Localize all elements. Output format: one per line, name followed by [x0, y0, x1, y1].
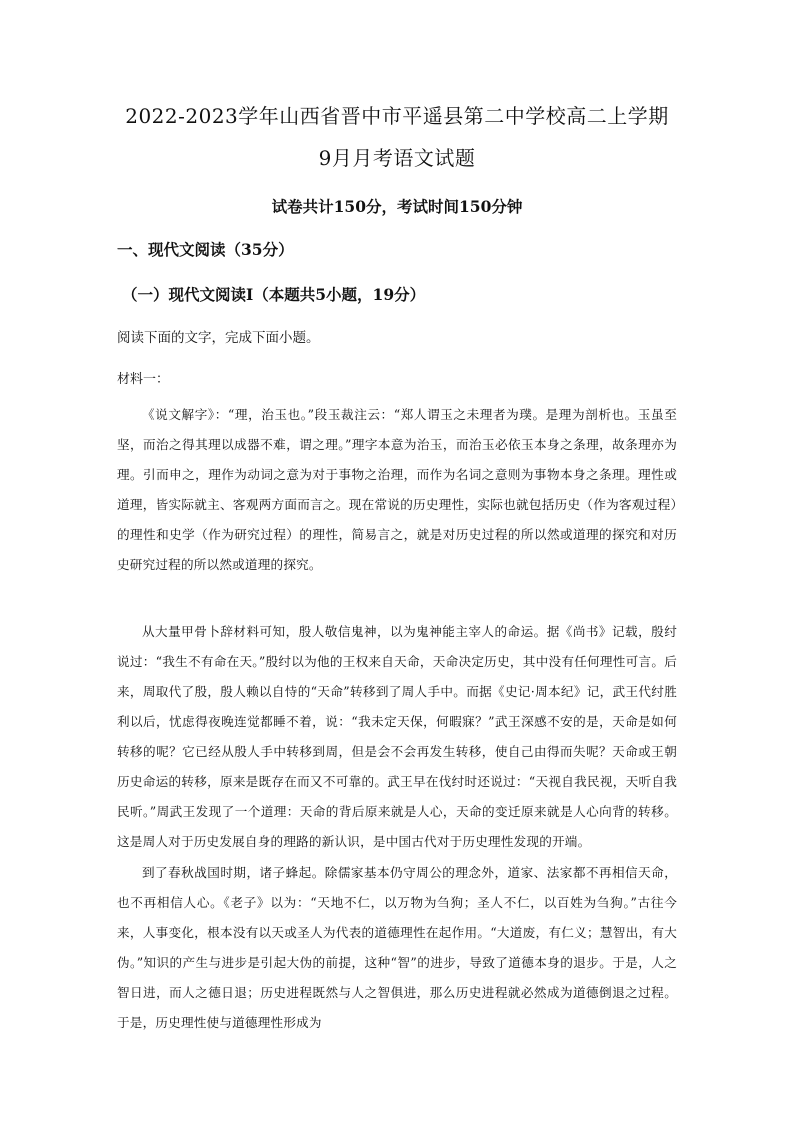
subsection-heading-reading-1: （一）现代文阅读Ⅰ（本题共5小题，19分） — [122, 285, 426, 304]
paragraph: 到了春秋战国时期，诸子蜂起。除儒家基本仍守周公的理念外，道家、法家都不再相信天命，也不再相信人心。《老子》以为：“天地不仁，以万物为刍狗；圣人不仁，以百姓为刍狗。”古往今来，人事变化，根本没有以天或圣人为代表的道德理性在起作用。“大道废，有仁义；慧智出，有大伪。”知识的产生与进步是引起大伪的前提，这种“智”的进步，导致了道德本身的退步。于是，人之智日进，而人之德日退；历史进程既然与人之智俱进，那么历史进程就必然成为道德倒退之过程。于是，历史理性使与道德理性形成为 — [117, 865, 677, 1030]
reading-instruction: 阅读下面的文字，完成下面小题。 — [117, 330, 320, 346]
exam-info: 试卷共计150分，考试时间150分钟 — [271, 197, 523, 216]
section-heading-modern-reading: 一、现代文阅读（35分） — [117, 240, 294, 259]
paragraph: 从大量甲骨卜辞材料可知，殷人敬信鬼神，以为鬼神能主宰人的命运。据《尚书》记载，殷纣说过：“我生不有命在天。”殷纣以为他的王权来自天命，天命决定历史，其中没有任何理性可言。后来，周取代了殷，殷人赖以自恃的“天命”转移到了周人手中。而据《史记·周本纪》记，武王代纣胜利以后，忧虑得夜晚连觉都睡不着，说：“我未定天保，何暇寐？”武王深感不安的是，天命是如何转移的呢？它已经从殷人手中转移到周，但是会不会再发生转移，使自己由得而失呢？天命或王朝历史命运的转移，原来是既存在而又不可靠的。武王早在伐纣时还说过：“天视自我民视，天听自我民听。”周武王发现了一个道理：天命的背后原来就是人心，天命的变迁原来就是人心向背的转移。这是周人对于历史发展自身的理路的新认识，是中国古代对于历史理性发现的开端。 — [117, 624, 677, 849]
document-title-line1: 2022-2023学年山西省晋中市平遥县第二中学校高二上学期 — [125, 104, 669, 128]
material-label: 材料一： — [117, 372, 170, 387]
document-title-line2: 9月月考语文试题 — [318, 146, 476, 170]
paragraph: 《说文解字》：“理，治玉也。”段玉裁注云：“郑人谓玉之未理者为璞。是理为剖析也。玉虽至坚，而治之得其理以成器不难，谓之理。”理字本意为治玉，而治玉必依玉本身之条理，故条理亦为理。引而申之，理作为动词之意为对于事物之治理，而作为名词之意则为事物本身之条理。理性或道理，皆实际就主、客观两方面而言之。现在常说的历史理性，实际也就包括历史（作为客观过程）的理性和史学（作为研究过程）的理性，简易言之，就是对历史过程的所以然或道理的探究和对历史研究过程的所以然或道理的探究。 — [117, 407, 677, 572]
